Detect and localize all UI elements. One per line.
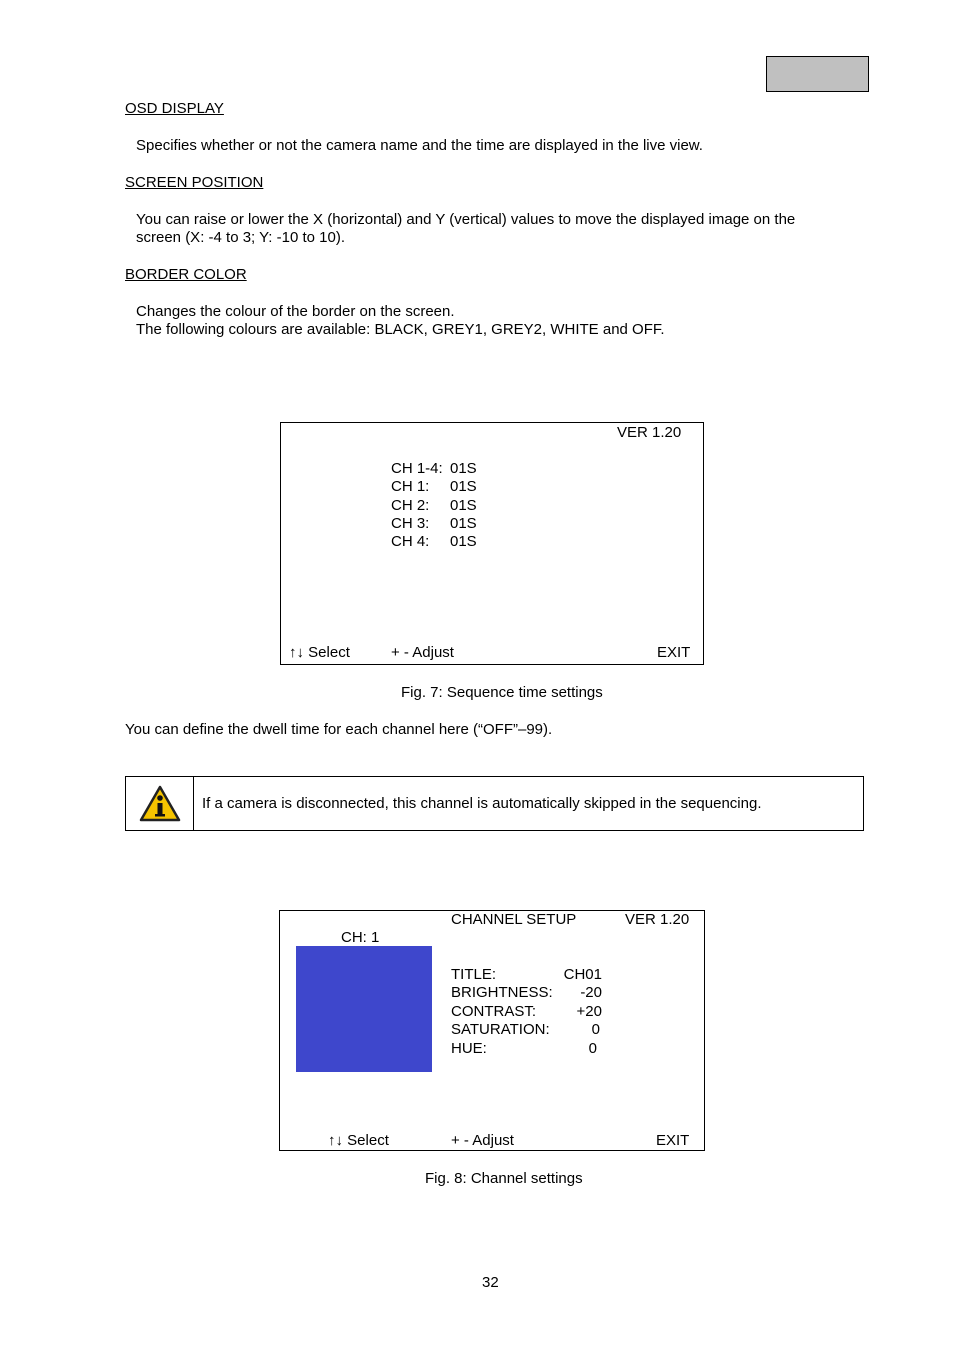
- fig7-row-label: CH 1:: [391, 478, 430, 495]
- fig8-row-value: -20: [580, 984, 602, 1001]
- fig8-row-value: 0: [588, 1040, 597, 1057]
- fig8-row-label: CONTRAST:: [451, 1003, 537, 1020]
- section-body-screen-position-line1: You can raise or lower the X (horizontal) and Y (vertical) values to move the displayed image on the: [136, 211, 796, 228]
- section-body-border-color-line2: The following colours are available: BLACK, GREY1, GREY2, WHITE and OFF.: [136, 321, 665, 338]
- fig7-exit-label: EXIT: [657, 644, 691, 661]
- fig8-version: VER 1.20: [625, 911, 690, 928]
- section-body-osd-display: Specifies whether or not the camera name and the time are displayed in the live view.: [136, 137, 703, 154]
- fig8-caption: Fig. 8: Channel settings: [425, 1170, 583, 1187]
- info-warning-icon: [139, 785, 181, 823]
- fig8-row-label: SATURATION:: [451, 1021, 550, 1038]
- fig7-caption: Fig. 7: Sequence time settings: [401, 684, 603, 701]
- fig7-select-hint: ↑↓ Select: [289, 644, 350, 661]
- fig8-row-value: 0: [591, 1021, 600, 1038]
- fig7-row-value: 01S: [450, 533, 477, 550]
- fig8-row-label: BRIGHTNESS:: [451, 984, 553, 1001]
- fig8-title: CHANNEL SETUP: [451, 911, 577, 928]
- page-number: 32: [482, 1274, 499, 1291]
- fig8-row-label: HUE:: [451, 1040, 487, 1057]
- fig7-row-label: CH 4:: [391, 533, 430, 550]
- fig8-row-label: TITLE:: [451, 966, 497, 983]
- section-body-border-color-line1: Changes the colour of the border on the screen.: [136, 303, 455, 320]
- dwell-time-text: You can define the dwell time for each channel here (“OFF”–99).: [125, 721, 553, 738]
- fig8-row-value: CH01: [563, 966, 602, 983]
- section-heading-osd-display: OSD DISPLAY: [125, 100, 224, 117]
- channel-preview-image: [296, 946, 432, 1072]
- fig8-select-hint: ↑↓ Select: [328, 1132, 389, 1149]
- sequence-time-screen: [280, 422, 704, 665]
- fig7-row-value: 01S: [450, 478, 477, 495]
- fig7-row-label: CH 2:: [391, 497, 430, 514]
- note-icon-cell: [126, 777, 194, 830]
- section-heading-screen-position: SCREEN POSITION: [125, 174, 264, 191]
- info-note-box: [125, 776, 864, 831]
- section-body-screen-position-line2: screen (X: -4 to 3; Y: -10 to 10).: [136, 229, 345, 246]
- fig8-exit-label: EXIT: [656, 1132, 690, 1149]
- fig7-adjust-hint: + - Adjust: [391, 644, 454, 661]
- section-heading-border-color: BORDER COLOR: [125, 266, 247, 283]
- fig7-row-value: 01S: [450, 460, 477, 477]
- language-tab-box: [766, 56, 869, 92]
- fig7-version: VER 1.20: [617, 424, 682, 441]
- fig7-row-value: 01S: [450, 515, 477, 532]
- fig7-row-label: CH 3:: [391, 515, 430, 532]
- fig7-row-label: CH 1-4:: [391, 460, 443, 477]
- fig8-row-value: +20: [576, 1003, 602, 1020]
- note-text: If a camera is disconnected, this channel is automatically skipped in the sequencing.: [202, 795, 762, 812]
- fig8-adjust-hint: + - Adjust: [451, 1132, 514, 1149]
- fig7-row-value: 01S: [450, 497, 477, 514]
- fig8-channel-label: CH: 1: [341, 929, 380, 946]
